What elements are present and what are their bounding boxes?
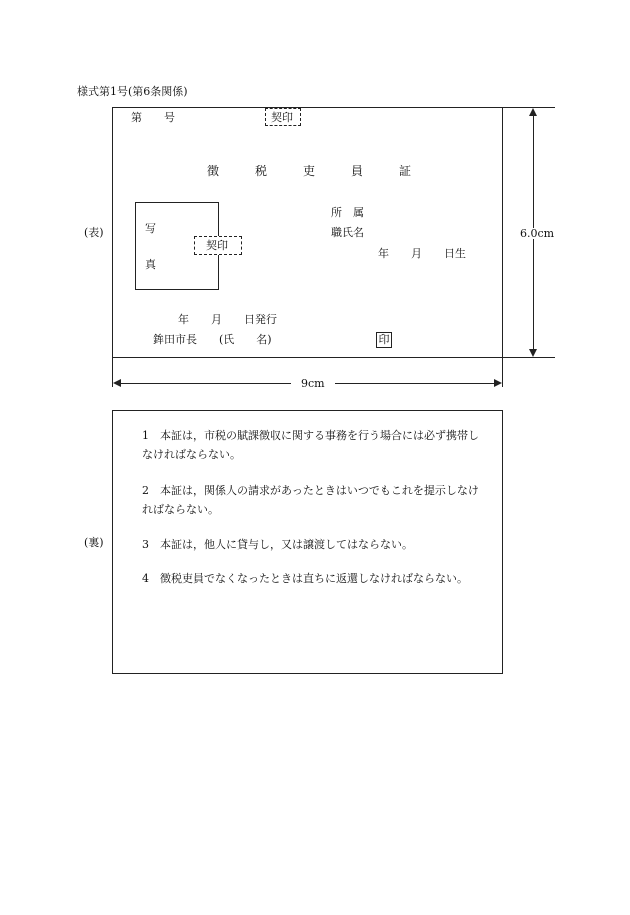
width-arrow-right: [494, 379, 502, 387]
front-side-label: (表): [84, 226, 104, 239]
position-name-label: 職氏名: [331, 226, 364, 239]
affiliation-label: 所 属: [331, 206, 364, 219]
height-arrow-up: [529, 108, 537, 116]
note-item: 2 本証は，関係人の請求があったときはいつでもこれを提示しなければならない。: [142, 484, 479, 516]
photo-contract-seal-text: 契印: [206, 239, 228, 252]
width-arrow-left: [113, 379, 121, 387]
note-item: 3 本証は，他人に貸与し，又は譲渡してはならない。: [142, 538, 413, 551]
form-title: 様式第1号(第6条関係): [77, 85, 188, 98]
photo-contract-seal: [194, 236, 242, 255]
card-title: 徴 税 吏 員 証: [207, 164, 412, 178]
dim-bottom-extension: [503, 357, 555, 358]
note-item: 1 本証は，市税の賦課徴収に関する事務を行う場合には必ず携帯しなければならない。: [142, 429, 479, 461]
height-dimension-label: 6.0cm: [517, 228, 557, 239]
height-arrow-down: [529, 349, 537, 357]
contract-seal-top: [265, 108, 301, 126]
contract-seal-top-text: 契印: [271, 111, 293, 124]
photo-char-1: 写: [145, 222, 156, 235]
issue-date: 年 月 日発行: [178, 313, 277, 326]
width-right-extension: [502, 357, 503, 387]
mayor-seal-text: 印: [378, 333, 390, 346]
note-item: 4 徴税吏員でなくなったときは直ちに返還しなければならない。: [142, 572, 468, 585]
number-label: 第 号: [131, 111, 175, 124]
width-dimension-label: 9cm: [291, 378, 335, 389]
back-side-label: (裏): [84, 536, 104, 549]
mayor-seal: [376, 332, 392, 348]
birth-date: 年 月 日生: [378, 247, 466, 260]
photo-char-2: 真: [145, 258, 156, 271]
mayor-line: 鉾田市長 (氏 名): [153, 333, 272, 346]
